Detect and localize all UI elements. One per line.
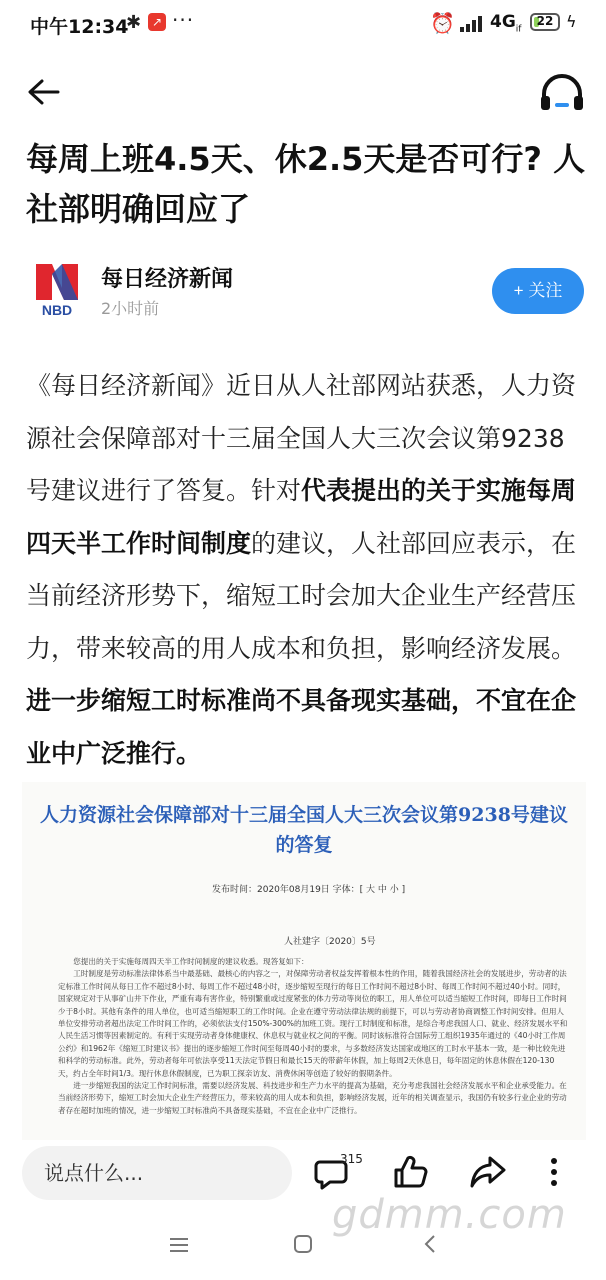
logo-text: NBD — [41, 302, 73, 318]
document-paragraph: 您提出的关于实施每周四天半工作时间制度的建议收悉。现答复如下： — [73, 957, 309, 966]
headphones-icon — [538, 70, 586, 114]
status-time: 中午12:34 — [30, 16, 129, 38]
body-highlight: 代表提出的关于实施每周四天半工作时间制度 — [26, 476, 577, 558]
thumbs-up-icon — [390, 1152, 430, 1192]
share-icon — [468, 1152, 508, 1192]
follow-button[interactable]: + 关注 — [492, 268, 584, 314]
bluetooth-icon: ✱ — [126, 12, 142, 33]
signal-icon — [460, 16, 484, 32]
nbd-logo-icon — [26, 258, 88, 324]
home-icon[interactable] — [292, 1233, 314, 1255]
arrow-left-icon — [24, 72, 64, 112]
body-highlight: 进一步缩短工时标准尚不具备现实基础，不宜在企业中广泛推行。 — [26, 686, 577, 768]
back-nav-icon[interactable] — [420, 1233, 442, 1255]
document-title: 人力资源社会保障部对十三届全国人大三次会议第9238号建议的答复 — [40, 804, 568, 856]
menu-icon[interactable] — [168, 1234, 190, 1256]
battery-icon — [530, 13, 560, 31]
alarm-icon: ⏰ — [430, 11, 455, 35]
system-nav-bar — [0, 1220, 606, 1280]
comment-count: 315 — [340, 1152, 363, 1166]
publish-time: 2小时前 — [101, 299, 160, 318]
author-name[interactable]: 每日经济新闻 — [101, 267, 234, 292]
listen-button[interactable] — [538, 70, 586, 114]
document-paragraph: 工时制度是劳动标准法律体系当中最基础、最核心的内容之一，对保障劳动者权益发挥着根本性的作用，随着我国经济社会的发展进步，劳动者的法定标准工作时间从每日工作不超过8小时、每周工作不超过48小时，逐步缩短至现行的每日工作时间不超过8小时、每周工作时间不超过40小时。同时，国家规定对于从事矿山井下作业，严重有毒有害作业，特别繁重或过度紧张的体力劳动等岗位的职工，用人单位可以适当缩短工作时间，即每日工作时间少于8小时。其他有条件的用人单位，也可适当缩短职工的工作时间。企业在遵守劳动法律法规的前提下，可以与劳动者协商调整工作时间安排。但用人单位安排劳动者超出法定工作时间工作的，必须依法支付150%-300%的加班工资。现行工时制度和标准，是综合考虑我国人口、就业、经济发展水平和人民生活习惯等因素制定的。有利于实现劳动者身体健康权、休息权与就业权之间的平衡。同时该标准符合国际劳工组织1935年通过的《40小时工作周公约》和1962年《缩短工时建议书》提出的逐步缩短工作时间至每周40小时的要求，与多数经济发达国家或地区的工时水平基本一致，是一种比较先进和科学的劳动标准。此外，劳动者每年可依法享受11天法定节假日和最长15天的带薪年休假，加上每周2天休息日，每年固定的休息休假在120-130天，约占全年时间1/3。现行休息休假制度，已为职工探亲访友、消费休闲等创造了较好的假期条件。 — [58, 969, 568, 1078]
watermark: gdmm.com — [332, 1192, 567, 1238]
document-image[interactable] — [22, 782, 586, 1142]
article-title: 每周上班4.5天、休2.5天是否可行? 人社部明确回应了 — [26, 140, 586, 228]
network-type: $4G_{if}$ — [490, 12, 522, 35]
back-button[interactable] — [24, 72, 64, 112]
battery-level: 22 — [536, 14, 554, 28]
article-body — [26, 360, 586, 780]
body-segment: 的建议，人社部回应表示，在当前经济形势下，缩短工时会加大企业生产经营压力，带来较高的用人成本和负担，影响经济发展。 — [26, 528, 577, 663]
author-avatar[interactable] — [26, 258, 88, 324]
charging-icon: ϟ — [566, 12, 577, 31]
document-body — [58, 956, 568, 1117]
more-button[interactable] — [542, 1152, 566, 1192]
author-row — [26, 252, 586, 332]
document-ref: 人社建字〔2020〕5号 — [284, 937, 376, 947]
more-vertical-icon — [542, 1152, 566, 1192]
more-notifications-icon: ··· — [172, 8, 195, 32]
comment-input[interactable]: 说点什么... — [22, 1146, 292, 1200]
like-button[interactable] — [390, 1152, 430, 1192]
status-bar — [0, 0, 606, 50]
body-segment: 《每日经济新闻》近日从人社部网站获悉，人力资源社会保障部对十三届全国人大三次会议第9238号建议进行了答复。针对 — [26, 371, 577, 505]
document-paragraph: 进一步缩短我国的法定工作时间标准，需要以经济发展、科技进步和生产力水平的提高为基础，充分考虑我国社会经济发展水平和企业承受能力。在当前经济形势下，缩短工时会加大企业生产经营压力，带来较高的用人成本和负担，影响经济发展，近年的相关调查显示，我国仍有较多行业企业的劳动者存在超时加班的情况，进一步缩短工时标准尚不具备现实基础，不宜在企业中广泛推行。 — [58, 1081, 567, 1115]
share-button[interactable] — [468, 1152, 508, 1192]
document-meta: 发布时间：2020年08月19日 字体：[ 大 中 小 ] — [212, 885, 406, 895]
app-notification-icon: ↗ — [148, 13, 166, 31]
